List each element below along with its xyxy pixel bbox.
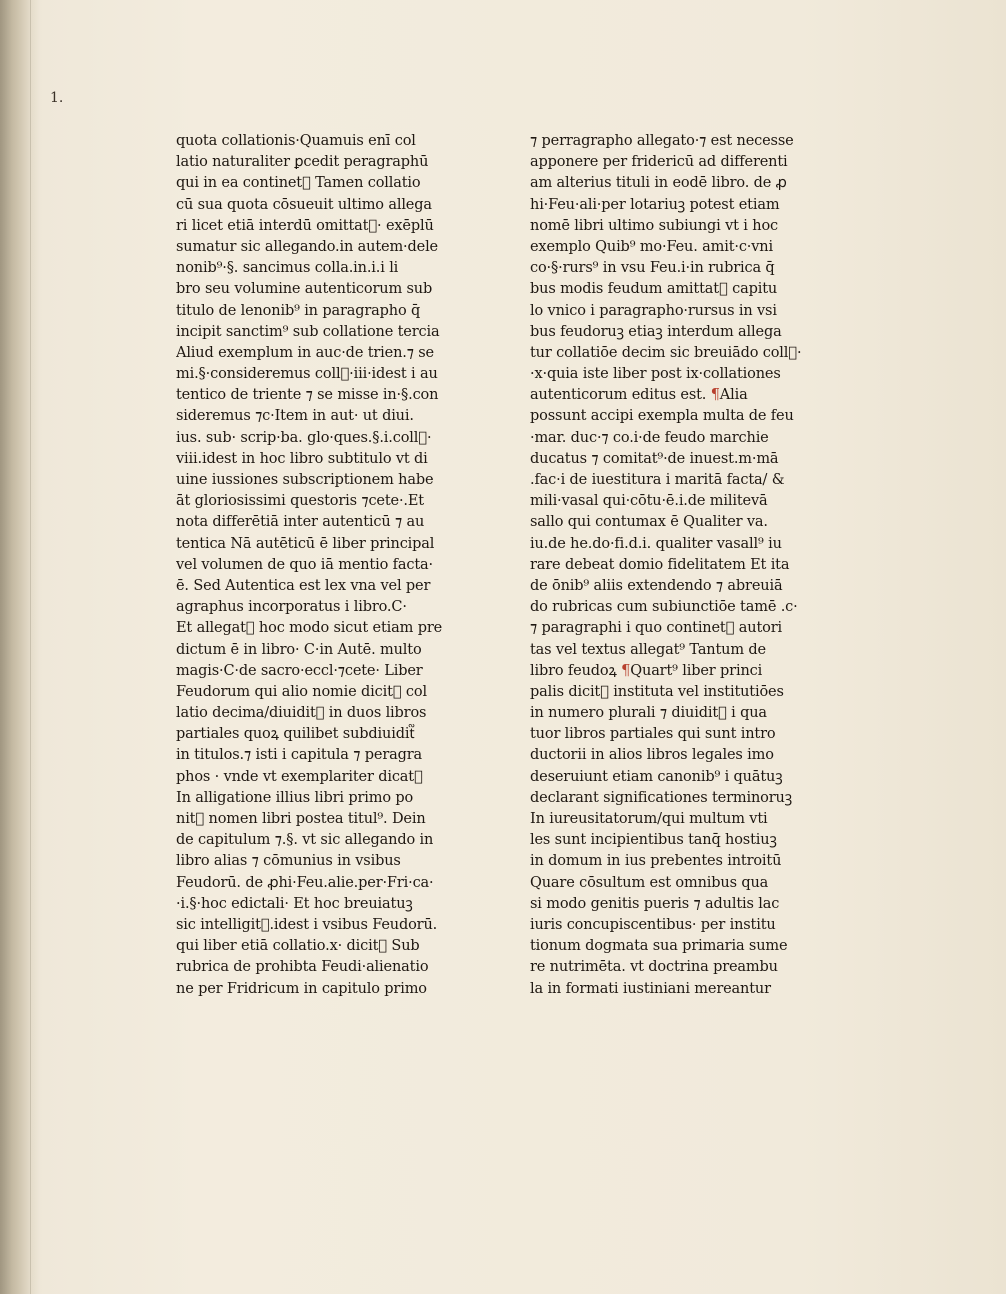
left-column-line: viii.idest in hoc libro subtitulo vt di (176, 450, 428, 467)
right-column-line: hi·Feu·ali·per lotariuꝫ potest etiam (530, 196, 780, 213)
right-column-line: rare debeat domio fidelitatem Et ita (530, 556, 790, 573)
right-column-line: .fac·i de iuestitura i maritā facta/ & (530, 472, 785, 488)
right-column-line: re nutrimēta. vt doctrina preambu (530, 959, 778, 976)
right-column-line: palis dicit᷑ instituta vel institutiōes (530, 683, 784, 700)
left-column-line: nonib⁹·§. sancimus colla.in.i.i li (176, 260, 399, 277)
left-column-line: ne per Fridricum in capitulo primo (176, 980, 427, 997)
right-column-line: in numero plurali ⁊ diuidit᷑ i qua (530, 705, 767, 722)
left-column-line: vel volumen de quo iā mentio facta· (176, 556, 433, 573)
rubric-following-text: Alia (719, 387, 748, 404)
right-column-line: ductorii in alios libros legales imo (530, 747, 774, 764)
right-column-line: les sunt incipientibus tanq̄ hostiuꝫ (530, 832, 777, 849)
right-column-line: libro feudoꝝ ¶Quart⁹ liber princi (530, 662, 763, 679)
rubric-following-text: Quart⁹ liber princi (630, 662, 763, 679)
left-column-line: ·i.§·hoc edictali· Et hoc breuiatuꝫ (176, 895, 413, 912)
left-column-line: Feudorū. de ꝓhi·Feu.alie.per·Fri·ca· (176, 874, 434, 891)
right-column (530, 131, 830, 1000)
right-column-line: am alterius tituli in eodē libro. de ꝓ (530, 175, 787, 192)
left-column-line: in titulos.⁊ isti i capitula ⁊ peragra (176, 747, 423, 764)
right-column-line: lo vnico i paragrapho·rursus in vsi (530, 302, 777, 319)
right-column-line: In iureusitatorum/qui multum vti (530, 811, 768, 827)
right-column-line: tas vel textus allegat⁹ Tantum de (530, 641, 766, 658)
right-column-line: apponere per fridericū ad differenti (530, 154, 788, 171)
right-column-line: bus feudoruꝫ etiaꝫ interdum allega (530, 323, 782, 340)
left-column-line: magis·C·de sacro·eccl·⁊cete· Liber (176, 662, 423, 679)
left-column-line: āt gloriosissimi questoris ⁊cete·.Et (176, 493, 424, 510)
right-column-line: tuor libros partiales qui sunt intro (530, 726, 776, 743)
left-column-line: sumatur sic allegando.in autem·dele (176, 238, 438, 255)
left-column-line: tentica Nā autēticū ē liber principal (176, 535, 435, 552)
left-column-line: dictum ē in libro· C·in Autē. multo (176, 641, 422, 658)
left-column-line: ē. Sed Autentica est lex vna vel per (176, 577, 431, 594)
right-column-line: bus modis feudum amittat᷑ capitu (530, 281, 778, 298)
left-column-line: incipit sanctim⁹ sub collatione tercia (176, 323, 440, 340)
right-column-line: sallo qui contumax ē Qualiter va. (530, 514, 768, 531)
left-column-line: latio naturaliter ꝑcedit peragraphū (176, 154, 429, 171)
left-column (176, 131, 476, 1000)
left-column-line: Aliud exemplum in auc·de trien.⁊ se (176, 344, 434, 361)
left-column-line: tentico de triente ⁊ se misse in·§.con (176, 387, 439, 404)
rubric-paragraph-mark: ¶ (616, 662, 631, 679)
right-column-line: mili·vasal qui·cōtu·ē.i.de militevā (530, 493, 768, 510)
left-column-line: partiales quoꝝ quilibet subdiuidit᷑ (176, 726, 415, 743)
right-column-line: de ōnib⁹ aliis extendendo ⁊ abreuiā (530, 577, 783, 594)
right-column-line: ⁊ paragraphi i quo continet᷑ autori (530, 620, 782, 637)
spine-shadow (0, 0, 44, 1294)
page-edge-line (30, 0, 31, 1294)
right-column-line: do rubricas cum subiunctiōe tamē .c· (530, 599, 798, 616)
left-column-line: rubrica de prohibta Feudi·alienatio (176, 959, 429, 976)
left-column-line: Feudorum qui alio nomie dicit᷑ col (176, 683, 427, 700)
left-column-line: ius. sub· scrip·ba. glo·ques.§.i.coll᷑· (176, 429, 432, 446)
left-column-line: In alligatione illius libri primo po (176, 789, 414, 806)
left-column-line: ri licet etiā interdū omittat᷑· exēplū (176, 217, 434, 234)
right-column-line: ⁊ perragrapho allegato·⁊ est necesse (530, 133, 794, 149)
right-column-line: Quare cōsultum est omnibus qua (530, 874, 769, 891)
right-column-line: autenticorum editus est. ¶Alia (530, 387, 748, 404)
left-column-line: quota collationis·Quamuis enī col (176, 133, 416, 149)
left-column-line: Et allegat᷑ hoc modo sicut etiam pre (176, 620, 443, 637)
left-column-line: sideremus ⁊c·Item in aut· ut diui. (176, 408, 414, 425)
rubric-paragraph-mark: ¶ (706, 387, 720, 404)
left-column-line: de capitulum ⁊.§. vt sic allegando in (176, 832, 434, 849)
right-column-line: iuris concupiscentibus· per institu (530, 916, 776, 933)
left-column-line: qui in ea continet᷑ Tamen collatio (176, 175, 421, 192)
left-column-line: qui liber etiā collatio.x· dicit᷑ Sub (176, 938, 420, 955)
left-column-line: phos · vnde vt exemplariter dicat᷑ (176, 768, 423, 785)
left-column-line: sic intelligit᷑.idest i vsibus Feudorū. (176, 916, 438, 933)
right-column-line: exemplo Quib⁹ mo·Feu. amit·c·vni (530, 238, 773, 255)
left-column-line: latio decima/diuidit᷑ in duos libros (176, 705, 427, 722)
right-column-line: co·§·rurs⁹ in vsu Feu.i·in rubrica q̄ (530, 260, 775, 277)
right-column-line: deseruiunt etiam canonib⁹ i quātuꝫ (530, 768, 783, 785)
right-column-line: tur collatiōe decim sic breuiādo coll᷑· (530, 344, 802, 361)
right-column-line: tionum dogmata sua primaria sume (530, 938, 788, 955)
left-column-line: nit᷑ nomen libri postea titul⁹. Dein (176, 811, 426, 827)
left-column-line: titulo de lenonib⁹ in paragrapho q̄ (176, 302, 421, 319)
right-column-line: iu.de he.do·fi.d.i. qualiter vasall⁹ iu (530, 535, 782, 552)
left-column-line: uine iussiones subscriptionem habe (176, 472, 434, 488)
right-column-line: la in formati iustiniani mereantur (530, 980, 771, 997)
right-column-line: ·x·quia iste liber post ix·collationes (530, 366, 781, 383)
right-column-line: in domum in ius prebentes introitū (530, 853, 782, 870)
right-column-line: declarant significationes terminoruꝫ (530, 789, 792, 806)
right-column-line: ·mar. duc·⁊ co.i·de feudo marchie (530, 429, 769, 446)
left-column-line: mi.§·consideremus coll᷑·iii·idest i au (176, 366, 438, 383)
left-column-line: libro alias ⁊ cōmunius in vsibus (176, 853, 401, 870)
left-column-line: bro seu volumine autenticorum sub (176, 281, 433, 298)
left-column-line: agraphus incorporatus i libro.C· (176, 599, 407, 616)
left-column-line: cū sua quota cōsueuit ultimo allega (176, 196, 432, 213)
right-column-line: possunt accipi exempla multa de feu (530, 408, 794, 425)
right-column-line: ducatus ⁊ comitat⁹·de inuest.m·mā (530, 450, 779, 467)
right-column-line: nomē libri ultimo subiungi vt i hoc (530, 217, 778, 234)
margin-mark: 1. (50, 90, 64, 106)
right-column-line: si modo genitis pueris ⁊ adultis lac (530, 895, 780, 912)
left-column-line: nota differētiā inter autenticū ⁊ au (176, 514, 425, 531)
